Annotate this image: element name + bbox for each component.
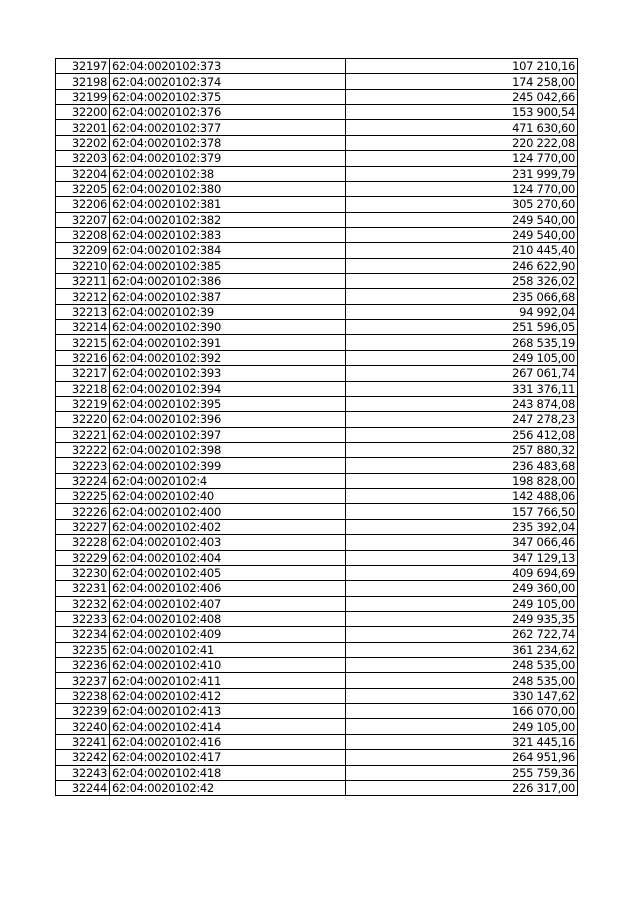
row-number-cell: 32230 (56, 565, 110, 580)
cadastral-value-cell: 409 694,69 (346, 565, 578, 580)
cadastral-number-cell: 62:04:0020102:394 (110, 381, 346, 396)
row-number-cell: 32220 (56, 412, 110, 427)
row-number-cell: 32211 (56, 274, 110, 289)
table-row (56, 750, 578, 765)
cadastral-value-cell: 235 392,04 (346, 519, 578, 534)
row-number-cell: 32207 (56, 212, 110, 227)
row-number-cell: 32199 (56, 89, 110, 104)
row-number-cell: 32229 (56, 550, 110, 565)
cadastral-number-cell: 62:04:0020102:392 (110, 350, 346, 365)
cadastral-number-cell: 62:04:0020102:39 (110, 304, 346, 319)
row-number-cell: 32231 (56, 581, 110, 596)
cadastral-value-cell: 268 535,19 (346, 335, 578, 350)
row-number-cell: 32243 (56, 765, 110, 780)
cadastral-number-cell: 62:04:0020102:377 (110, 120, 346, 135)
cadastral-value-cell: 157 766,50 (346, 504, 578, 519)
cadastral-number-cell: 62:04:0020102:393 (110, 366, 346, 381)
row-number-cell: 32225 (56, 489, 110, 504)
table-row (56, 704, 578, 719)
cadastral-value-cell: 142 488,06 (346, 489, 578, 504)
cadastral-value-cell: 94 992,04 (346, 304, 578, 319)
table-row (56, 473, 578, 488)
cadastral-number-cell: 62:04:0020102:399 (110, 458, 346, 473)
row-number-cell: 32206 (56, 197, 110, 212)
cadastral-value-cell: 245 042,66 (346, 89, 578, 104)
cadastral-value-cell: 236 483,68 (346, 458, 578, 473)
cadastral-number-cell: 62:04:0020102:398 (110, 442, 346, 457)
cadastral-number-cell: 62:04:0020102:418 (110, 765, 346, 780)
cadastral-value-cell: 305 270,60 (346, 197, 578, 212)
cadastral-value-cell: 249 540,00 (346, 212, 578, 227)
table-row (56, 89, 578, 104)
row-number-cell: 32198 (56, 74, 110, 89)
cadastral-value-cell: 255 759,36 (346, 765, 578, 780)
row-number-cell: 32227 (56, 519, 110, 534)
cadastral-value-cell: 198 828,00 (346, 473, 578, 488)
table-row (56, 611, 578, 626)
table-row (56, 442, 578, 457)
cadastral-number-cell: 62:04:0020102:404 (110, 550, 346, 565)
cadastral-value-cell: 124 770,00 (346, 151, 578, 166)
cadastral-value-cell: 330 147,62 (346, 688, 578, 703)
table-row (56, 105, 578, 120)
table-row (56, 74, 578, 89)
row-number-cell: 32240 (56, 719, 110, 734)
cadastral-value-cell: 251 596,05 (346, 320, 578, 335)
cadastral-value-cell: 107 210,16 (346, 59, 578, 74)
cadastral-value-cell: 471 630,60 (346, 120, 578, 135)
cadastral-number-cell: 62:04:0020102:396 (110, 412, 346, 427)
cadastral-number-cell: 62:04:0020102:38 (110, 166, 346, 181)
cadastral-number-cell: 62:04:0020102:373 (110, 59, 346, 74)
row-number-cell: 32197 (56, 59, 110, 74)
cadastral-value-cell: 226 317,00 (346, 780, 578, 795)
row-number-cell: 32238 (56, 688, 110, 703)
row-number-cell: 32203 (56, 151, 110, 166)
table-row (56, 565, 578, 580)
row-number-cell: 32234 (56, 627, 110, 642)
table-row (56, 227, 578, 242)
cadastral-value-cell: 331 376,11 (346, 381, 578, 396)
cadastral-number-cell: 62:04:0020102:387 (110, 289, 346, 304)
cadastral-number-cell: 62:04:0020102:417 (110, 750, 346, 765)
row-number-cell: 32226 (56, 504, 110, 519)
row-number-cell: 32233 (56, 611, 110, 626)
table-row (56, 627, 578, 642)
table-row (56, 274, 578, 289)
cadastral-value-cell: 249 105,00 (346, 596, 578, 611)
table-row (56, 304, 578, 319)
row-number-cell: 32215 (56, 335, 110, 350)
cadastral-value-cell: 220 222,08 (346, 135, 578, 150)
cadastral-number-cell: 62:04:0020102:406 (110, 581, 346, 596)
row-number-cell: 32202 (56, 135, 110, 150)
cadastral-number-cell: 62:04:0020102:41 (110, 642, 346, 657)
table-row (56, 396, 578, 411)
cadastral-value-cell: 321 445,16 (346, 734, 578, 749)
table-row (56, 120, 578, 135)
row-number-cell: 32204 (56, 166, 110, 181)
cadastral-number-cell: 62:04:0020102:412 (110, 688, 346, 703)
row-number-cell: 32218 (56, 381, 110, 396)
table-row (56, 688, 578, 703)
table-row (56, 504, 578, 519)
row-number-cell: 32200 (56, 105, 110, 120)
cadastral-number-cell: 62:04:0020102:379 (110, 151, 346, 166)
cadastral-number-cell: 62:04:0020102:395 (110, 396, 346, 411)
cadastral-value-cell: 262 722,74 (346, 627, 578, 642)
row-number-cell: 32224 (56, 473, 110, 488)
row-number-cell: 32241 (56, 734, 110, 749)
cadastral-value-cell: 248 535,00 (346, 673, 578, 688)
table-row (56, 181, 578, 196)
cadastral-value-cell: 256 412,08 (346, 427, 578, 442)
table-row (56, 381, 578, 396)
cadastral-value-cell: 249 540,00 (346, 227, 578, 242)
cadastral-number-cell: 62:04:0020102:375 (110, 89, 346, 104)
row-number-cell: 32237 (56, 673, 110, 688)
cadastral-value-cell: 249 935,35 (346, 611, 578, 626)
cadastral-value-cell: 166 070,00 (346, 704, 578, 719)
row-number-cell: 32222 (56, 442, 110, 457)
cadastral-value-cell: 249 105,00 (346, 719, 578, 734)
table-row (56, 719, 578, 734)
cadastral-number-cell: 62:04:0020102:397 (110, 427, 346, 442)
cadastral-number-cell: 62:04:0020102:414 (110, 719, 346, 734)
cadastral-number-cell: 62:04:0020102:374 (110, 74, 346, 89)
row-number-cell: 32217 (56, 366, 110, 381)
cadastral-number-cell: 62:04:0020102:402 (110, 519, 346, 534)
table-row (56, 765, 578, 780)
row-number-cell: 32212 (56, 289, 110, 304)
cadastral-number-cell: 62:04:0020102:416 (110, 734, 346, 749)
cadastral-value-cell: 249 105,00 (346, 350, 578, 365)
cadastral-value-cell: 258 326,02 (346, 274, 578, 289)
cadastral-value-cell: 210 445,40 (346, 243, 578, 258)
cadastral-number-cell: 62:04:0020102:400 (110, 504, 346, 519)
cadastral-number-cell: 62:04:0020102:378 (110, 135, 346, 150)
cadastral-value-cell: 246 622,90 (346, 258, 578, 273)
cadastral-value-cell: 235 066,68 (346, 289, 578, 304)
table-row (56, 427, 578, 442)
row-number-cell: 32214 (56, 320, 110, 335)
cadastral-number-cell: 62:04:0020102:40 (110, 489, 346, 504)
row-number-cell: 32221 (56, 427, 110, 442)
cadastral-number-cell: 62:04:0020102:4 (110, 473, 346, 488)
row-number-cell: 32213 (56, 304, 110, 319)
row-number-cell: 32223 (56, 458, 110, 473)
row-number-cell: 32228 (56, 535, 110, 550)
table-row (56, 151, 578, 166)
table-body (56, 59, 578, 796)
cadastral-number-cell: 62:04:0020102:376 (110, 105, 346, 120)
cadastral-number-cell: 62:04:0020102:390 (110, 320, 346, 335)
cadastral-number-cell: 62:04:0020102:380 (110, 181, 346, 196)
table-row (56, 581, 578, 596)
cadastral-number-cell: 62:04:0020102:381 (110, 197, 346, 212)
row-number-cell: 32205 (56, 181, 110, 196)
table-row (56, 212, 578, 227)
table-row (56, 258, 578, 273)
row-number-cell: 32242 (56, 750, 110, 765)
row-number-cell: 32219 (56, 396, 110, 411)
cadastral-value-cell: 124 770,00 (346, 181, 578, 196)
table-row (56, 519, 578, 534)
row-number-cell: 32232 (56, 596, 110, 611)
cadastral-number-cell: 62:04:0020102:384 (110, 243, 346, 258)
table-row (56, 489, 578, 504)
cadastral-value-cell: 361 234,62 (346, 642, 578, 657)
cadastral-number-cell: 62:04:0020102:386 (110, 274, 346, 289)
table-row (56, 166, 578, 181)
cadastral-value-cell: 347 129,13 (346, 550, 578, 565)
table-row (56, 289, 578, 304)
table-row (56, 734, 578, 749)
cadastral-value-cell: 264 951,96 (346, 750, 578, 765)
table-row (56, 243, 578, 258)
table-row (56, 658, 578, 673)
row-number-cell: 32208 (56, 227, 110, 242)
table-row (56, 642, 578, 657)
table-row (56, 197, 578, 212)
cadastral-number-cell: 62:04:0020102:408 (110, 611, 346, 626)
cadastral-value-cell: 267 061,74 (346, 366, 578, 381)
cadastral-value-cell: 347 066,46 (346, 535, 578, 550)
row-number-cell: 32236 (56, 658, 110, 673)
cadastral-value-cell: 247 278,23 (346, 412, 578, 427)
cadastral-value-cell: 249 360,00 (346, 581, 578, 596)
row-number-cell: 32239 (56, 704, 110, 719)
cadastral-number-cell: 62:04:0020102:410 (110, 658, 346, 673)
cadastral-number-cell: 62:04:0020102:407 (110, 596, 346, 611)
table-row (56, 59, 578, 74)
table-row (56, 412, 578, 427)
cadastral-number-cell: 62:04:0020102:382 (110, 212, 346, 227)
table-row (56, 780, 578, 795)
row-number-cell: 32235 (56, 642, 110, 657)
row-number-cell: 32209 (56, 243, 110, 258)
cadastral-value-cell: 257 880,32 (346, 442, 578, 457)
table-row (56, 596, 578, 611)
table-row (56, 535, 578, 550)
cadastral-number-cell: 62:04:0020102:413 (110, 704, 346, 719)
row-number-cell: 32201 (56, 120, 110, 135)
row-number-cell: 32210 (56, 258, 110, 273)
row-number-cell: 32216 (56, 350, 110, 365)
cadastral-value-cell: 174 258,00 (346, 74, 578, 89)
cadastral-number-cell: 62:04:0020102:391 (110, 335, 346, 350)
cadastral-number-cell: 62:04:0020102:411 (110, 673, 346, 688)
cadastral-number-cell: 62:04:0020102:385 (110, 258, 346, 273)
table-row (56, 320, 578, 335)
cadastral-number-cell: 62:04:0020102:409 (110, 627, 346, 642)
table-row (56, 350, 578, 365)
table-row (56, 335, 578, 350)
cadastral-value-table (55, 58, 578, 796)
table-row (56, 458, 578, 473)
cadastral-number-cell: 62:04:0020102:403 (110, 535, 346, 550)
cadastral-number-cell: 62:04:0020102:383 (110, 227, 346, 242)
row-number-cell: 32244 (56, 780, 110, 795)
cadastral-value-cell: 243 874,08 (346, 396, 578, 411)
table-row (56, 673, 578, 688)
table-row (56, 550, 578, 565)
cadastral-value-cell: 153 900,54 (346, 105, 578, 120)
cadastral-value-cell: 231 999,79 (346, 166, 578, 181)
cadastral-value-cell: 248 535,00 (346, 658, 578, 673)
cadastral-number-cell: 62:04:0020102:42 (110, 780, 346, 795)
table-row (56, 366, 578, 381)
table-row (56, 135, 578, 150)
cadastral-number-cell: 62:04:0020102:405 (110, 565, 346, 580)
